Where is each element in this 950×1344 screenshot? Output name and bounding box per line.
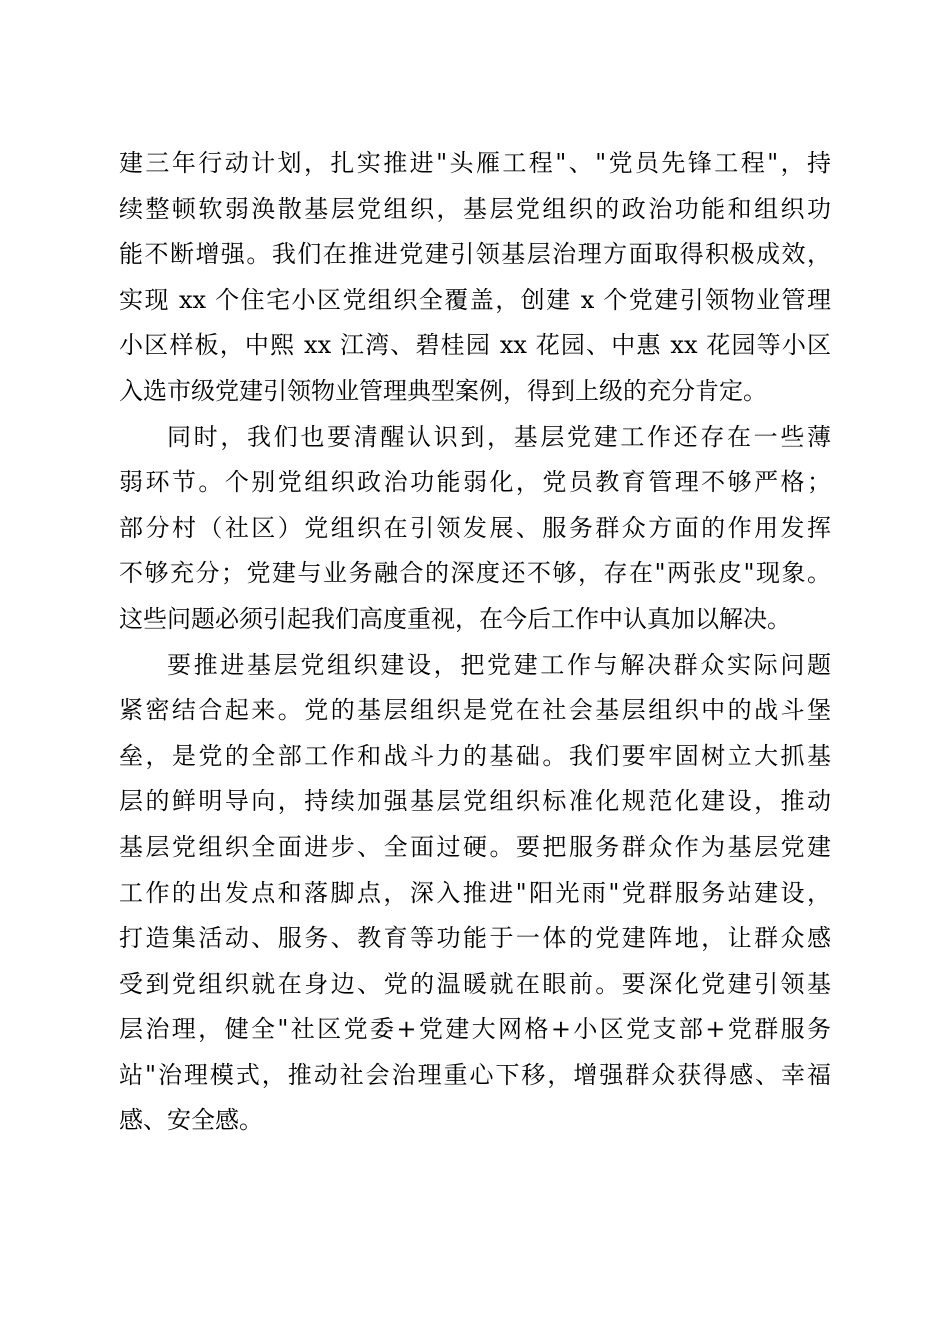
document-body: [119, 141, 831, 1144]
text-line: 同时，我们也要清醒认识到，基层党建工作还存在一些薄: [167, 422, 831, 451]
text-line: 工作的出发点和落脚点，深入推进"阳光雨"党群服务站建设，: [119, 878, 831, 907]
paragraph-weaknesses: [119, 415, 831, 643]
text-line: 小区样板，中熙 xx 江湾、碧桂园 xx 花园、中惠 xx 花园等小区: [119, 331, 831, 360]
text-line: 要推进基层党组织建设，把党建工作与解决群众实际问题: [167, 650, 831, 679]
paragraph-measures: [119, 643, 831, 1145]
text-line: 打造集活动、服务、教育等功能于一体的党建阵地，让群众感: [119, 924, 831, 953]
text-line: 紧密结合起来。党的基层组织是党在社会基层组织中的战斗堡: [119, 696, 831, 725]
text-line: 垒，是党的全部工作和战斗力的基础。我们要牢固树立大抓基: [119, 741, 831, 770]
text-line: 受到党组织就在身边、党的温暖就在眼前。要深化党建引领基: [119, 969, 831, 998]
text-line: 弱环节。个别党组织政治功能弱化，党员教育管理不够严格；: [119, 468, 831, 497]
paragraph-achievements: [119, 141, 831, 415]
text-line: 建三年行动计划，扎实推进"头雁工程"、"党员先锋工程"，持: [119, 149, 831, 177]
text-line: 层治理，健全"社区党委+党建大网格+小区党支部+党群服务: [119, 1015, 831, 1044]
text-line: 实现 xx 个住宅小区党组织全覆盖，创建 x 个党建引领物业管理: [119, 285, 831, 314]
text-line: 这些问题必须引起我们高度重视，在今后工作中认真加以解决。: [119, 604, 791, 633]
text-line: 站"治理模式，推动社会治理重心下移，增强群众获得感、幸福: [119, 1060, 831, 1089]
text-line: 能不断增强。我们在推进党建引领基层治理方面取得积极成效，: [119, 240, 831, 269]
text-line: 层的鲜明导向，持续加强基层党组织标准化规范化建设，推动: [119, 787, 831, 816]
text-line: 不够充分；党建与业务融合的深度还不够，存在"两张皮"现象。: [119, 559, 831, 588]
text-line: 续整顿软弱涣散基层党组织，基层党组织的政治功能和组织功: [119, 194, 831, 223]
text-line: 入选市级党建引领物业管理典型案例，得到上级的充分肯定。: [119, 376, 767, 405]
text-line: 部分村（社区）党组织在引领发展、服务群众方面的作用发挥: [119, 513, 831, 542]
text-line: 感、安全感。: [119, 1106, 263, 1135]
text-line: 基层党组织全面进步、全面过硬。要把服务群众作为基层党建: [119, 832, 831, 861]
